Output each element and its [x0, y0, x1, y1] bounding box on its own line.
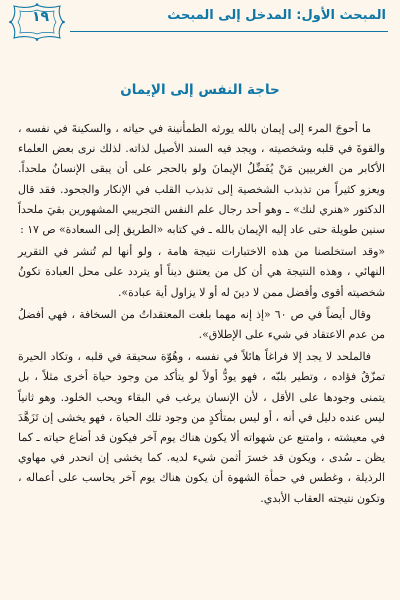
page-number: ١٩ — [32, 9, 50, 25]
paragraph-quote-1: «وقد استخلصنا من هذه الاختبارات نتيجة هامة ، ولو أنها لم تُنشر في التقرير النهائي ، وهذه النتيجة هي أن كل من يعتنق ديناً أو يتردد على محل العبادة تكونُ شخصيته أقوى وأفضل ممن لا دينَ له أو لا يزاول أية عبادة». — [18, 245, 385, 299]
body-text — [18, 119, 385, 509]
paragraph-quote-2: وقال أيضاً في ص ٦٠ «إذ إنه مهما بلغت المعتقداتُ من السخافة ، فهي أفضلُ من عدم الاعتقاد في شيء على الإطلاق». — [18, 307, 385, 342]
paragraph-intro: ما أحوجَ المرء إلى إيمان بالله يورثه الطمأنينة في حياته ، والسكينةَ في نفسه ، والقوةَ في قلبه وشخصيته ، ويجد فيه السند الأصيل لذاته. لذلك نرى بعض العلماء الأكابر من الغربيين مَنْ يُفَضِّلُ الإيمانَ ولو بالحجر على أن يبقى الإنسانُ ملحداً. ويعزو كثيراً من تذبذب الشخصية إلى تذبذب القلب في الإنكار والجحود. فقد قال الدكتور «هنري لنك» ـ وهو أحد رجال علم النفس التجريبي المشهورين بقيَ ملحداً سنين طويلة حتى عاد إليه الإيمان بالله ـ في كتابه «الطريق إلى السعادة» ص ١٧ : — [18, 122, 385, 237]
paragraph-atheist: فالملحد لا يجد إلا فراغاً هائلاً في نفسه ، وهُوّة سحيقة في قلبه ، وتكاد الحيرة تمزّقُ فؤاده ، وتطير بلبّه ، فهو يودُّ أولاً لو يتأكد من وجود حياة أخرى مثلاً ، بل يتمنى وجودها على الأقل ، لأن الإنسان يرغب في البقاء ويحب الخلود. وهو ثانياً ليس عنده دليل في أنه ، أو ليس بمتأكدٍ من وجود تلك الحياة ، فهو يخشى إن تَزَهَّدَ في معيشته ، وامتنع عن شهواته ألا يكون هناك يوم آخر فيكون قد أضاع حياته ـ كما يظن ـ سُدى ، ويكون قد خسرَ أثمن شيء لديه. كما يخشى إن انحدر في مهاوي الرذيلة ، وغطس في حمأة الشهوة أن يكون هناك يوم آخر يحاسب على أعماله ، وتكون نتيجته العقاب الأبدي. — [18, 350, 385, 505]
page-header — [0, 0, 400, 50]
header-divider — [70, 31, 388, 32]
section-heading: حاجة النفس إلى الإيمان — [120, 82, 280, 98]
chapter-title: المبحث الأول: المدخل إلى المبحث — [167, 8, 386, 23]
